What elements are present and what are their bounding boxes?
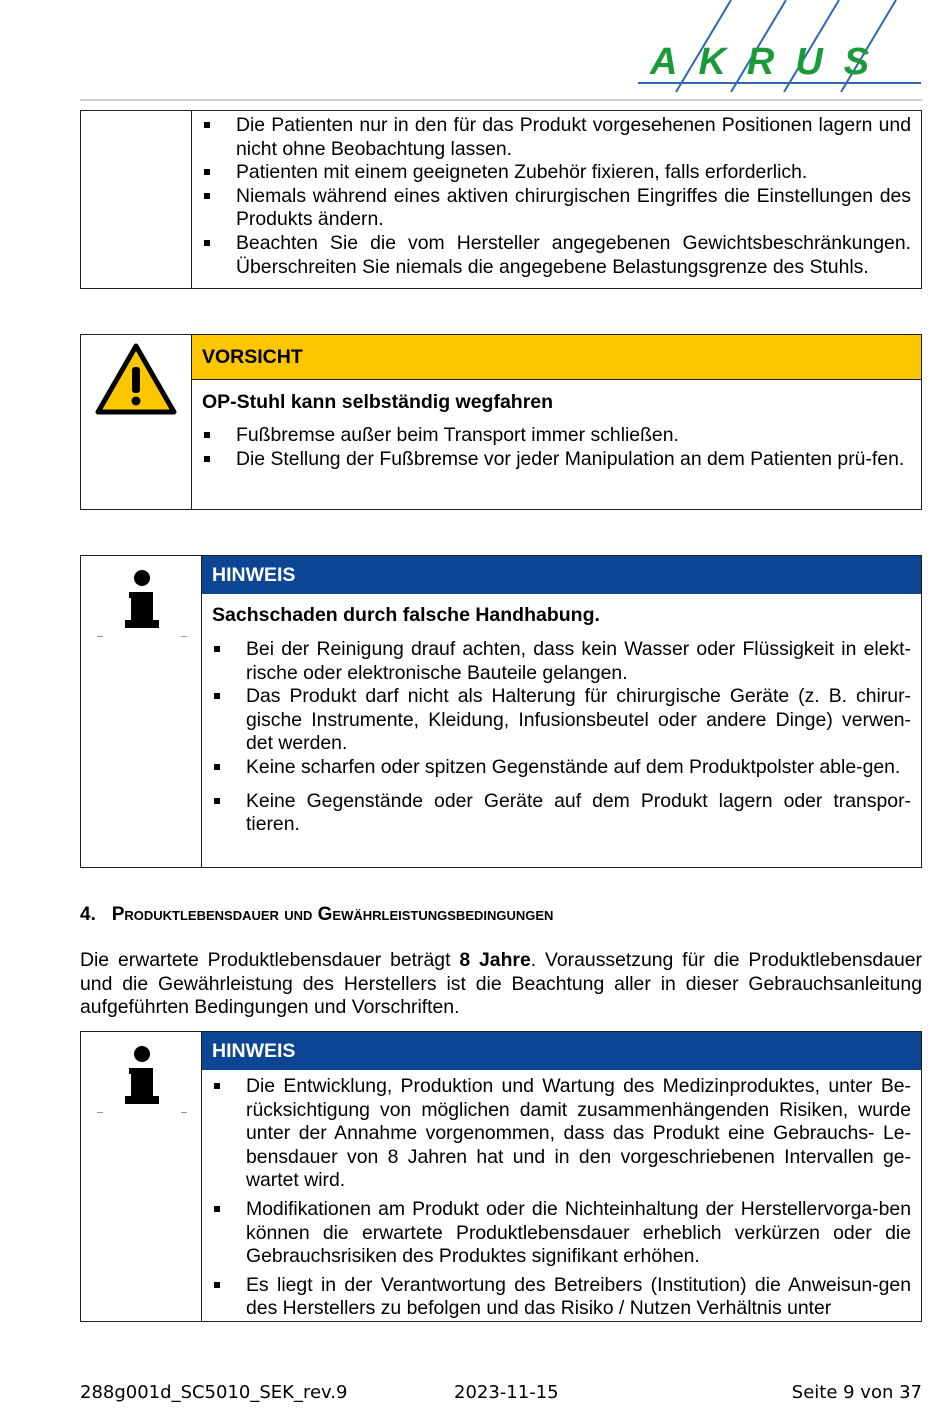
- notice-subtitle: Sachschaden durch falsche Handhabung.: [212, 604, 600, 626]
- list-item: Die Entwicklung, Produktion und Wartung des Medizinproduktes, unter Be-rücksichtigung von möglichen damit zusammenhängenden Risiken, wurde unter der Annahme vorgenommen, dass das Produkt eine Gebrauchs- Le-bensdauer von 8 Jahren hat und in den vorgeschriebenen Intervallen ge-wartet wird.: [202, 1075, 911, 1193]
- list-item: Die Patienten nur in den für das Produkt vorgesehenen Positionen lagern und nicht ohne Beobachtung lassen.: [192, 114, 911, 161]
- header-rule: [80, 99, 922, 101]
- footer-date: 2023-11-15: [454, 1382, 559, 1403]
- warning-triangle-icon: [95, 343, 177, 415]
- list-item: Keine Gegenstände oder Geräte auf dem Produkt lagern oder transpor-tieren.: [202, 790, 911, 837]
- notice-list: [202, 1075, 921, 1321]
- caution-icon-cell: [81, 335, 192, 509]
- list-item: Es liegt in der Verantwortung des Betreibers (Institution) die Anweisun-gen des Herstellers zu befolgen und das Risiko / Nutzen Verhältnis unter: [202, 1274, 911, 1321]
- section-title-text: Produktlebensdauer und Gewährleistungsbedingungen: [111, 904, 554, 925]
- caution-list: [192, 424, 921, 471]
- caution-box: [80, 334, 922, 510]
- list-item: Keine scharfen oder spitzen Gegenstände auf dem Produktpolster able-gen.: [202, 756, 911, 780]
- notice-box-2: [80, 1031, 922, 1322]
- list-item: Fußbremse außer beim Transport immer schließen.: [192, 424, 911, 448]
- list-item: Modifikationen am Produkt oder die Nichteinhaltung der Herstellervorga-ben können die erwartete Produktlebensdauer erheblich verkürzen oder die Gebrauchsrisiken des Produktes signifikant erhöhen.: [202, 1198, 911, 1269]
- section-paragraph: Die erwartete Produktlebensdauer beträgt 8 Jahre. Voraussetzung für die Produktlebensdauer und die Gewährleistung des Herstellers ist die Beachtung aller in dieser Gebrauchsanleitung aufgeführten Bedingungen und Vorschriften.: [80, 949, 922, 1019]
- notice-label: HINWEIS: [202, 1032, 921, 1070]
- section-heading: [80, 904, 553, 926]
- list-item: Patienten mit einem geeigneten Zubehör fixieren, falls erforderlich.: [192, 161, 911, 185]
- info-icon: [125, 570, 159, 630]
- safety-list: [192, 114, 911, 279]
- list-item: Beachten Sie die vom Hersteller angegebenen Gewichtsbeschränkungen. Überschreiten Sie niemals die angegebene Belastungsgrenze des Stuhls.: [192, 232, 911, 279]
- svg-text:AKRUS: AKRUS: [650, 41, 891, 83]
- section-number: 4.: [80, 904, 96, 925]
- caution-subtitle: OP-Stuhl kann selbständig wegfahren: [202, 391, 554, 413]
- list-item: Das Produkt darf nicht als Halterung für chirurgische Geräte (z. B. chirur-gische Instrumente, Kleidung, Infusionsbeutel oder andere Dinge) verwen-det werden.: [202, 685, 911, 756]
- info-icon: [125, 1046, 159, 1106]
- footer-page-number: Seite 9 von 37: [791, 1382, 922, 1403]
- notice-icon-cell: [81, 556, 202, 867]
- notice-label: HINWEIS: [202, 556, 921, 594]
- footer-doc-id: 288g001d_SC5010_SEK_rev.9: [80, 1382, 348, 1403]
- list-item: Die Stellung der Fußbremse vor jeder Manipulation an dem Patienten prü-fen.: [192, 448, 911, 472]
- akrus-logo: [636, 0, 926, 92]
- caution-label: VORSICHT: [192, 335, 921, 380]
- notice-icon-cell: [81, 1032, 202, 1321]
- lifetime-value: 8 Jahre: [459, 949, 531, 971]
- safety-list-box: [80, 110, 922, 289]
- list-item: Bei der Reinigung drauf achten, dass kein Wasser oder Flüssigkeit in elekt-rische oder elektronische Bauteile gelangen.: [202, 638, 911, 685]
- notice-list: [202, 638, 921, 837]
- list-item: Niemals während eines aktiven chirurgischen Eingriffes die Einstellungen des Produkts ändern.: [192, 185, 911, 232]
- notice-box-1: [80, 555, 922, 868]
- empty-icon-cell: [81, 111, 192, 288]
